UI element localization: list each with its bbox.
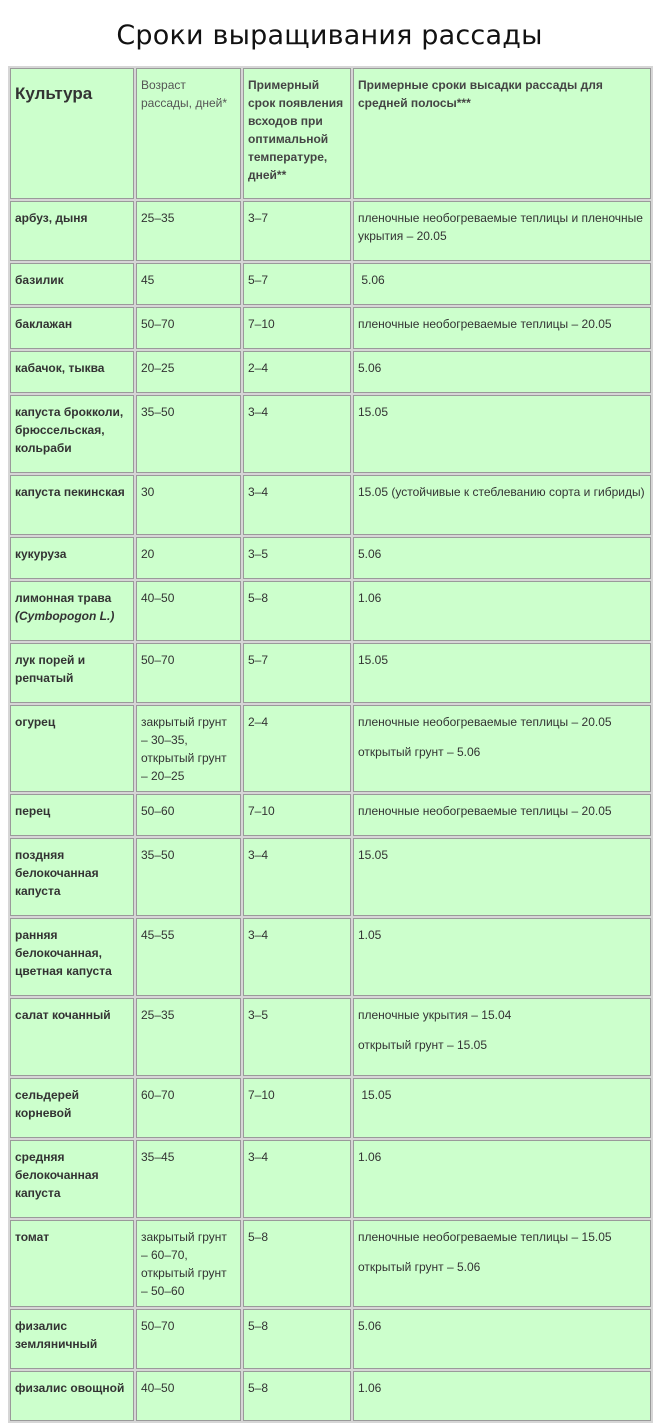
page-title: Сроки выращивания рассады xyxy=(116,20,543,51)
table-row xyxy=(10,581,651,641)
planting-line: 5.06 xyxy=(358,361,382,375)
cell-planting xyxy=(353,1309,651,1369)
cell-crop xyxy=(10,581,134,641)
cell-planting xyxy=(353,201,651,261)
table-row xyxy=(10,1309,651,1369)
planting-line: пленочные необогреваемые теплицы и пленочные укрытия – 20.05 xyxy=(358,211,647,243)
cell-crop xyxy=(10,705,134,792)
crop-name: базилик xyxy=(15,273,64,287)
planting-line: пленочные укрытия – 15.04 xyxy=(358,1008,512,1022)
cell-crop xyxy=(10,918,134,996)
crop-name: сельдерей корневой xyxy=(15,1088,80,1120)
planting-line: 5.06 xyxy=(358,1319,382,1333)
header-planting: Примерные сроки высадки рассады для средней полосы*** xyxy=(353,68,651,199)
crop-name: кукуруза xyxy=(15,547,67,561)
cell-planting xyxy=(353,918,651,996)
planting-line: пленочные необогреваемые теплицы – 20.05 xyxy=(358,804,612,818)
planting-line: пленочные необогреваемые теплицы – 20.05 xyxy=(358,715,612,729)
cell-crop xyxy=(10,307,134,349)
cell-crop xyxy=(10,643,134,703)
cell-age: 50–70 xyxy=(136,1309,241,1369)
cell-crop xyxy=(10,1078,134,1138)
cell-crop xyxy=(10,838,134,916)
cell-crop xyxy=(10,794,134,836)
table-row xyxy=(10,1140,651,1218)
planting-line: 1.06 xyxy=(358,1150,382,1164)
planting-line: 15.05 xyxy=(358,1088,392,1102)
crop-name: кабачок, тыква xyxy=(15,361,105,375)
cell-planting xyxy=(353,537,651,579)
cell-planting xyxy=(353,475,651,535)
planting-line: 15.05 xyxy=(358,848,389,862)
cell-crop xyxy=(10,201,134,261)
crop-name: огурец xyxy=(15,715,56,729)
cell-crop xyxy=(10,1140,134,1218)
cell-germination: 2–4 xyxy=(243,705,351,792)
table-row xyxy=(10,263,651,305)
table-row xyxy=(10,794,651,836)
seedling-table xyxy=(8,66,653,1423)
cell-germination: 5–8 xyxy=(243,1309,351,1369)
cell-germination: 7–10 xyxy=(243,307,351,349)
cell-age: 20–25 xyxy=(136,351,241,393)
table-row xyxy=(10,643,651,703)
crop-name: физалис овощной xyxy=(15,1381,125,1395)
cell-germination: 3–4 xyxy=(243,838,351,916)
cell-planting xyxy=(353,1078,651,1138)
planting-line: открытый грунт – 5.06 xyxy=(358,1260,481,1274)
cell-age: 45 xyxy=(136,263,241,305)
table-row xyxy=(10,1078,651,1138)
crop-name: томат xyxy=(15,1230,50,1244)
cell-planting xyxy=(353,581,651,641)
cell-age: 35–50 xyxy=(136,395,241,473)
planting-line: 1.05 xyxy=(358,928,382,942)
cell-planting xyxy=(353,263,651,305)
cell-planting xyxy=(353,1140,651,1218)
cell-age: 25–35 xyxy=(136,998,241,1076)
cell-planting xyxy=(353,998,651,1076)
cell-germination: 5–7 xyxy=(243,643,351,703)
cell-germination: 2–4 xyxy=(243,351,351,393)
crop-name: капуста брокколи, брюссельская, кольраби xyxy=(15,405,124,455)
table-row xyxy=(10,537,651,579)
cell-age: 60–70 xyxy=(136,1078,241,1138)
cell-germination: 5–8 xyxy=(243,1220,351,1307)
cell-germination: 5–8 xyxy=(243,581,351,641)
planting-line: 15.05 (устойчивые к стеблеванию сорта и гибриды) xyxy=(358,485,645,499)
cell-crop xyxy=(10,351,134,393)
cell-germination: 7–10 xyxy=(243,794,351,836)
cell-crop xyxy=(10,1220,134,1307)
cell-germination: 3–4 xyxy=(243,395,351,473)
crop-name: баклажан xyxy=(15,317,73,331)
crop-name: средняя белокочанная капуста xyxy=(15,1150,99,1200)
planting-line: 1.06 xyxy=(358,591,382,605)
planting-line: 5.06 xyxy=(358,273,385,287)
table-row xyxy=(10,201,651,261)
table-row xyxy=(10,395,651,473)
crop-name: капуста пекинская xyxy=(15,485,125,499)
cell-germination: 3–7 xyxy=(243,201,351,261)
table-row xyxy=(10,475,651,535)
table-row xyxy=(10,351,651,393)
crop-name: физалис земляничный xyxy=(15,1319,98,1351)
crop-name: арбуз, дыня xyxy=(15,211,88,225)
cell-crop xyxy=(10,475,134,535)
planting-line: пленочные необогреваемые теплицы – 20.05 xyxy=(358,317,612,331)
table-row xyxy=(10,998,651,1076)
cell-age: 30 xyxy=(136,475,241,535)
cell-age: 35–45 xyxy=(136,1140,241,1218)
table-row xyxy=(10,1371,651,1421)
cell-germination: 3–5 xyxy=(243,998,351,1076)
cell-germination: 3–4 xyxy=(243,475,351,535)
cell-planting xyxy=(353,1371,651,1421)
table-header-row xyxy=(10,68,651,199)
table-row xyxy=(10,838,651,916)
cell-age: 25–35 xyxy=(136,201,241,261)
cell-age: 50–70 xyxy=(136,643,241,703)
cell-planting xyxy=(353,838,651,916)
cell-age: 40–50 xyxy=(136,1371,241,1421)
cell-age: 45–55 xyxy=(136,918,241,996)
crop-name: лук порей и репчатый xyxy=(15,653,86,685)
cell-germination: 3–5 xyxy=(243,537,351,579)
cell-age: 50–60 xyxy=(136,794,241,836)
table-body xyxy=(10,201,651,1421)
cell-germination: 7–10 xyxy=(243,1078,351,1138)
crop-name: перец xyxy=(15,804,51,818)
header-crop: Культура xyxy=(10,68,134,199)
table-row xyxy=(10,918,651,996)
cell-planting xyxy=(353,1220,651,1307)
header-germination: Примерный срок появления всходов при оптимальной температуре, дней** xyxy=(243,68,351,199)
cell-age: закрытый грунт – 30–35, открытый грунт – 20–25 xyxy=(136,705,241,792)
cell-crop xyxy=(10,1309,134,1369)
table-row xyxy=(10,307,651,349)
cell-planting xyxy=(353,307,651,349)
cell-crop xyxy=(10,1371,134,1421)
planting-line: 5.06 xyxy=(358,547,382,561)
cell-planting xyxy=(353,705,651,792)
crop-name: поздняя белокочанная капуста xyxy=(15,848,99,898)
planting-line: 15.05 xyxy=(358,653,389,667)
header-age: Возраст рассады, дней* xyxy=(136,68,241,199)
planting-line: открытый грунт – 15.05 xyxy=(358,1038,488,1052)
cell-planting xyxy=(353,351,651,393)
cell-planting xyxy=(353,794,651,836)
cell-age: 20 xyxy=(136,537,241,579)
table-row xyxy=(10,705,651,792)
cell-germination: 3–4 xyxy=(243,918,351,996)
table-row xyxy=(10,1220,651,1307)
cell-age: 40–50 xyxy=(136,581,241,641)
cell-planting xyxy=(353,643,651,703)
cell-crop xyxy=(10,998,134,1076)
cell-planting xyxy=(353,395,651,473)
cell-age: 35–50 xyxy=(136,838,241,916)
cell-germination: 3–4 xyxy=(243,1140,351,1218)
crop-name: лимонная трава xyxy=(15,591,112,605)
cell-crop xyxy=(10,395,134,473)
planting-line: 1.06 xyxy=(358,1381,382,1395)
cell-crop xyxy=(10,263,134,305)
crop-name: ранняя белокочанная, цветная капуста xyxy=(15,928,112,978)
cell-crop xyxy=(10,537,134,579)
cell-age: 50–70 xyxy=(136,307,241,349)
planting-line: открытый грунт – 5.06 xyxy=(358,745,481,759)
cell-germination: 5–8 xyxy=(243,1371,351,1421)
cell-age: закрытый грунт – 60–70, открытый грунт – 50–60 xyxy=(136,1220,241,1307)
planting-line: пленочные необогреваемые теплицы – 15.05 xyxy=(358,1230,612,1244)
cell-germination: 5–7 xyxy=(243,263,351,305)
crop-name: салат кочанный xyxy=(15,1008,111,1022)
planting-line: 15.05 xyxy=(358,405,389,419)
crop-latin-name: (Cymbopogon L.) xyxy=(15,609,115,623)
